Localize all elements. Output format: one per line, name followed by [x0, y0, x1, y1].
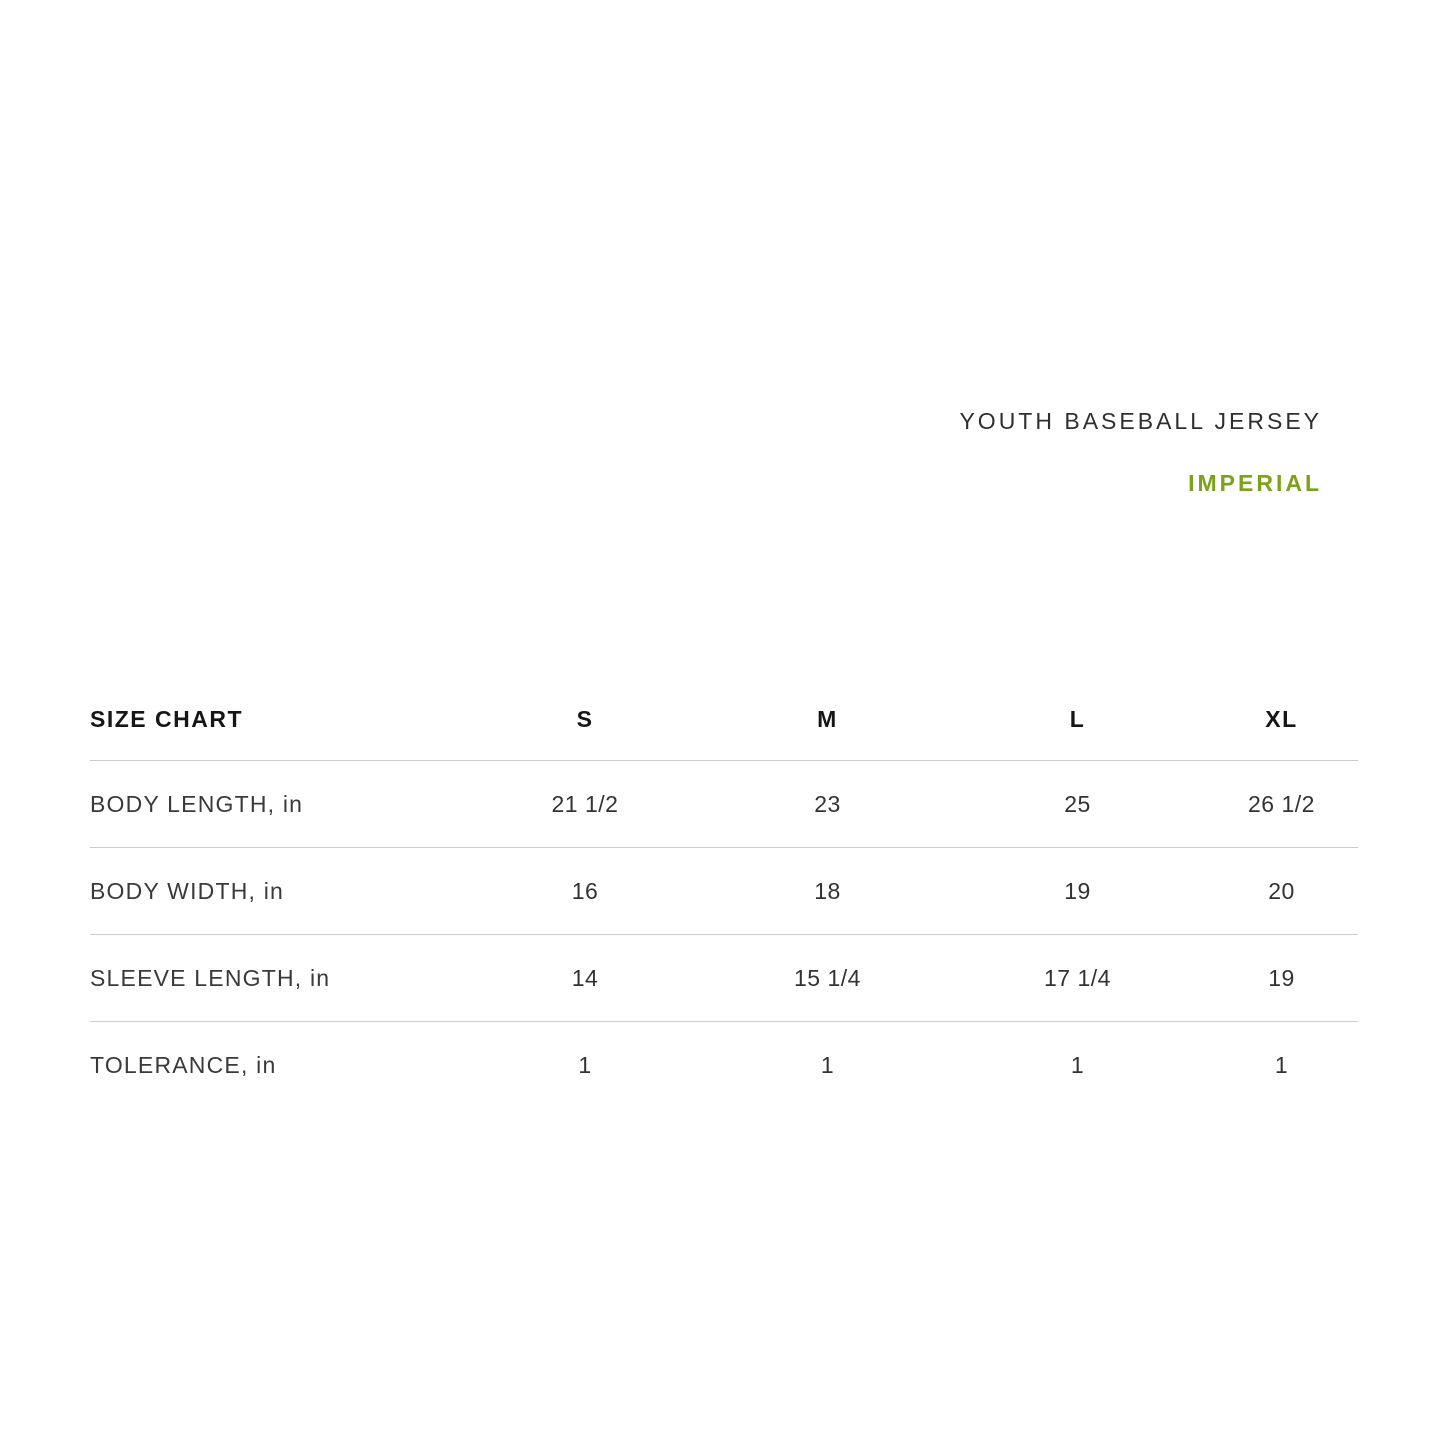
- table-title: SIZE CHART: [90, 678, 465, 761]
- size-chart-table: [90, 678, 1358, 1108]
- value-cell: 26 1/2: [1205, 761, 1358, 848]
- row-label: BODY WIDTH, in: [90, 848, 465, 935]
- column-header-m: M: [705, 678, 950, 761]
- value-cell: 25: [950, 761, 1205, 848]
- table-row-body-width: [90, 848, 1358, 935]
- row-label: TOLERANCE, in: [90, 1051, 277, 1078]
- value-cell: 21 1/2: [465, 761, 705, 848]
- units-badge: IMPERIAL: [1188, 470, 1322, 496]
- row-label: SLEEVE LENGTH, in: [90, 935, 465, 1022]
- table-row-sleeve-length: [90, 935, 1358, 1022]
- value-cell: 1: [578, 1051, 592, 1078]
- value-cell: 15 1/4: [705, 935, 950, 1022]
- value-cell: 18: [705, 848, 950, 935]
- row-label: BODY LENGTH, in: [90, 761, 465, 848]
- table-row-body-length: [90, 761, 1358, 848]
- value-cell: 20: [1205, 848, 1358, 935]
- table-header-row: [90, 678, 1358, 761]
- column-header-l: L: [950, 678, 1205, 761]
- value-cell: 1: [1070, 1051, 1085, 1078]
- product-header: [959, 407, 1322, 497]
- value-cell: 17 1/4: [950, 935, 1205, 1022]
- product-title: YOUTH BASEBALL JERSEY: [959, 408, 1322, 434]
- value-cell: 19: [1205, 935, 1358, 1022]
- column-header-s: S: [465, 678, 705, 761]
- value-cell: 14: [465, 935, 705, 1022]
- value-cell: 19: [950, 848, 1205, 935]
- table-row-tolerance: [90, 1022, 1358, 1109]
- value-cell: 1: [820, 1051, 835, 1078]
- value-cell: 16: [465, 848, 705, 935]
- column-header-xl: XL: [1205, 678, 1358, 761]
- value-cell: 23: [705, 761, 950, 848]
- value-cell: 1: [1274, 1051, 1289, 1078]
